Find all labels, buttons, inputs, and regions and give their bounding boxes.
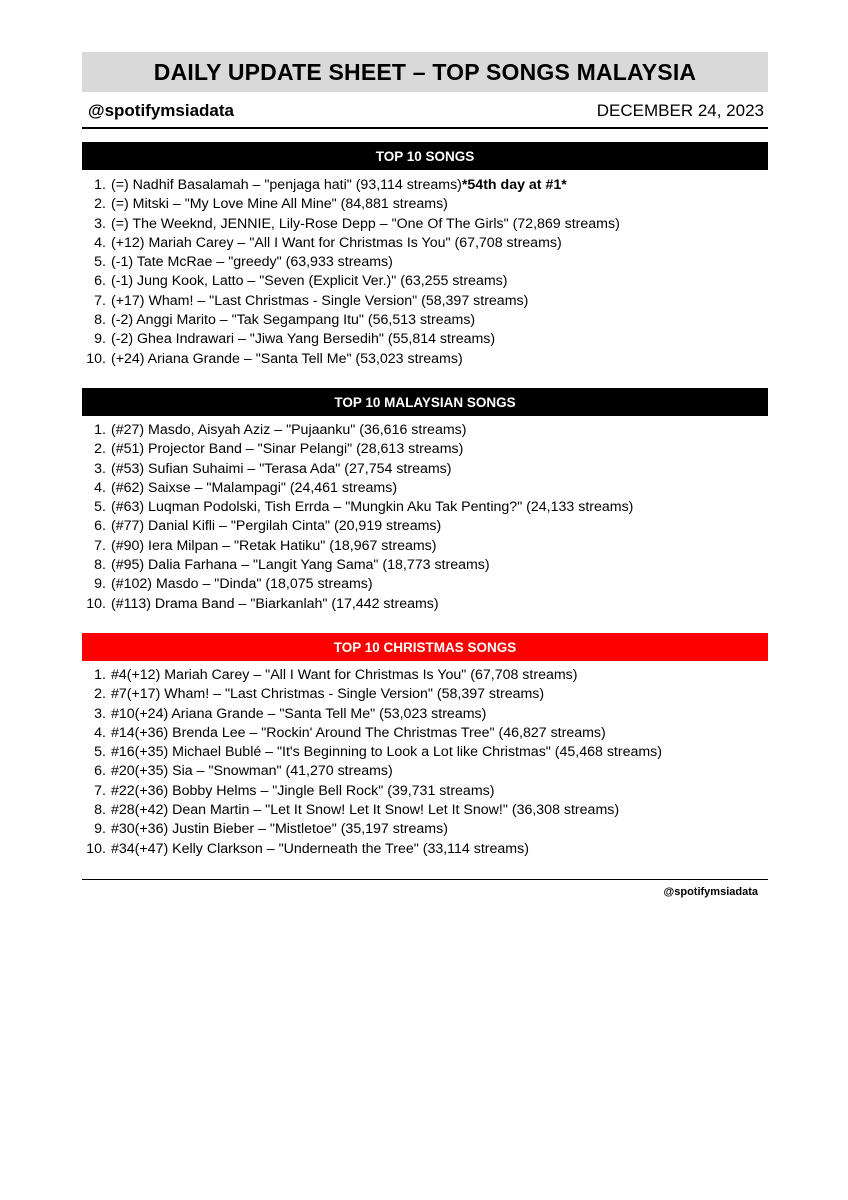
song-entry: #30(+36) Justin Bieber – "Mistletoe" (35,197 streams) (111, 821, 448, 838)
subheader (82, 98, 764, 124)
account-handle: @spotifymsiadata (88, 101, 235, 120)
page-title: DAILY UPDATE SHEET – TOP SONGS MALAYSIA (82, 52, 768, 92)
song-entry: (-2) Anggi Marito – "Tak Segampang Itu" (56,513 streams) (111, 312, 476, 329)
rank-number: 7. (94, 782, 106, 799)
list-item (82, 292, 768, 311)
list-item (82, 556, 768, 575)
song-entry: #34(+47) Kelly Clarkson – "Underneath the Tree" (33,114 streams) (111, 840, 529, 857)
song-entry: (#62) Saixse – "Malampagi" (24,461 streams) (111, 479, 398, 496)
rank-number: 4. (94, 479, 106, 496)
song-entry: (-1) Jung Kook, Latto – "Seven (Explicit Ver.)" (63,255 streams) (111, 273, 508, 290)
list-top-songs (82, 176, 768, 369)
list-item (82, 176, 768, 195)
rank-number: 3. (94, 705, 106, 722)
rank-number: 6. (94, 518, 106, 535)
rank-number: 1. (94, 667, 106, 683)
song-entry: (+17) Wham! – "Last Christmas - Single Version" (58,397 streams) (111, 292, 529, 309)
rank-number: 5. (94, 254, 106, 271)
rank-number: 10. (86, 840, 106, 857)
list-item (82, 421, 768, 440)
song-entry: #28(+42) Dean Martin – "Let It Snow! Let It Snow! Let It Snow!" (36,308 streams) (111, 802, 620, 819)
song-entry: (#95) Dalia Farhana – "Langit Yang Sama" (18,773 streams) (111, 557, 490, 574)
rank-number: 4. (94, 234, 106, 251)
list-item (82, 479, 768, 498)
rank-number: 2. (94, 441, 106, 458)
rank-number: 6. (94, 763, 106, 780)
song-entry: (+24) Ariana Grande – "Santa Tell Me" (53,023 streams) (111, 350, 463, 367)
list-item (82, 311, 768, 330)
list-item (82, 820, 768, 839)
rank-number: 9. (94, 821, 106, 838)
rank-number: 10. (86, 350, 106, 367)
rank-number: 1. (94, 422, 106, 438)
list-item (82, 460, 768, 479)
song-entry: (#90) Iera Milpan – "Retak Hatiku" (18,967 streams) (111, 537, 437, 554)
song-entry: #10(+24) Ariana Grande – "Santa Tell Me" (53,023 streams) (111, 705, 487, 722)
song-entry: (=) Mitski – "My Love Mine All Mine" (84,881 streams) (111, 196, 448, 213)
song-entry: (#113) Drama Band – "Biarkanlah" (17,442 streams) (111, 595, 439, 612)
song-entry: (#77) Danial Kifli – "Pergilah Cinta" (20,919 streams) (111, 518, 442, 535)
list-item (82, 666, 768, 685)
list-item (82, 330, 768, 349)
rank-number: 8. (94, 557, 106, 574)
list-christmas-songs (82, 666, 768, 859)
rank-number: 3. (94, 460, 106, 477)
song-entry: #20(+35) Sia – "Snowman" (41,270 streams) (111, 763, 393, 780)
rank-number: 3. (94, 215, 106, 232)
list-item (82, 801, 768, 820)
list-item (82, 350, 768, 369)
song-entry: (#53) Sufian Suhaimi – "Terasa Ada" (27,754 streams) (111, 460, 452, 477)
song-entry: (#63) Luqman Podolski, Tish Errda – "Mungkin Aku Tak Penting?" (24,133 streams) (111, 499, 634, 516)
rank-number: 2. (94, 686, 106, 703)
rank-number: 7. (94, 292, 106, 309)
list-item (82, 234, 768, 253)
rank-number: 5. (94, 499, 106, 516)
list-item (82, 840, 768, 859)
rank-number: 2. (94, 196, 106, 213)
rank-number: 9. (94, 331, 106, 348)
list-item (82, 253, 768, 272)
report-date: DECEMBER 24, 2023 (596, 101, 764, 120)
song-entry: #22(+36) Bobby Helms – "Jingle Bell Rock" (39,731 streams) (111, 782, 495, 799)
song-entry: (=) Nadhif Basalamah – "penjaga hati" (93,114 streams) (111, 177, 462, 193)
rank-number: 8. (94, 312, 106, 329)
footer-divider (82, 879, 768, 880)
list-item (82, 575, 768, 594)
song-entry: (-1) Tate McRae – "greedy" (63,933 streams) (111, 254, 393, 271)
streak-note: *54th day at #1* (461, 177, 567, 193)
list-item (82, 195, 768, 214)
section-header-malaysian-songs: TOP 10 MALAYSIAN SONGS (82, 388, 768, 416)
list-item (82, 595, 768, 614)
list-item (82, 498, 768, 517)
rank-number: 1. (94, 177, 106, 193)
list-item (82, 724, 768, 743)
song-entry: #16(+35) Michael Bublé – "It's Beginning to Look a Lot like Christmas" (45,468 streams) (111, 744, 663, 761)
song-entry: #7(+17) Wham! – "Last Christmas - Single Version" (58,397 streams) (111, 686, 545, 703)
list-item (82, 782, 768, 801)
header-divider (82, 127, 768, 129)
song-entry: (#51) Projector Band – "Sinar Pelangi" (28,613 streams) (111, 441, 464, 458)
list-item (82, 743, 768, 762)
song-entry: #4(+12) Mariah Carey – "All I Want for Christmas Is You" (67,708 streams) (111, 667, 578, 683)
song-entry: (+12) Mariah Carey – "All I Want for Christmas Is You" (67,708 streams) (111, 234, 562, 251)
list-item (82, 215, 768, 234)
rank-number: 4. (94, 724, 106, 741)
list-item (82, 537, 768, 556)
rank-number: 6. (94, 273, 106, 290)
song-entry: #14(+36) Brenda Lee – "Rockin' Around The Christmas Tree" (46,827 streams) (111, 724, 606, 741)
rank-number: 8. (94, 802, 106, 819)
rank-number: 9. (94, 576, 106, 593)
rank-number: 10. (86, 595, 106, 612)
section-header-christmas-songs: TOP 10 CHRISTMAS SONGS (82, 633, 768, 661)
list-item (82, 705, 768, 724)
list-item (82, 440, 768, 459)
footer-handle: @spotifymsiadata (663, 886, 758, 898)
section-header-top-songs: TOP 10 SONGS (82, 142, 768, 170)
list-item (82, 762, 768, 781)
rank-number: 5. (94, 744, 106, 761)
song-entry: (=) The Weeknd, JENNIE, Lily-Rose Depp – "One Of The Girls" (72,869 streams) (111, 215, 620, 232)
song-entry: (#27) Masdo, Aisyah Aziz – "Pujaanku" (36,616 streams) (111, 422, 467, 438)
list-item (82, 685, 768, 704)
rank-number: 7. (94, 537, 106, 554)
list-malaysian-songs (82, 421, 768, 614)
list-item (82, 272, 768, 291)
song-entry: (-2) Ghea Indrawari – "Jiwa Yang Bersedih" (55,814 streams) (111, 331, 496, 348)
list-item (82, 517, 768, 536)
song-entry: (#102) Masdo – "Dinda" (18,075 streams) (111, 576, 373, 593)
